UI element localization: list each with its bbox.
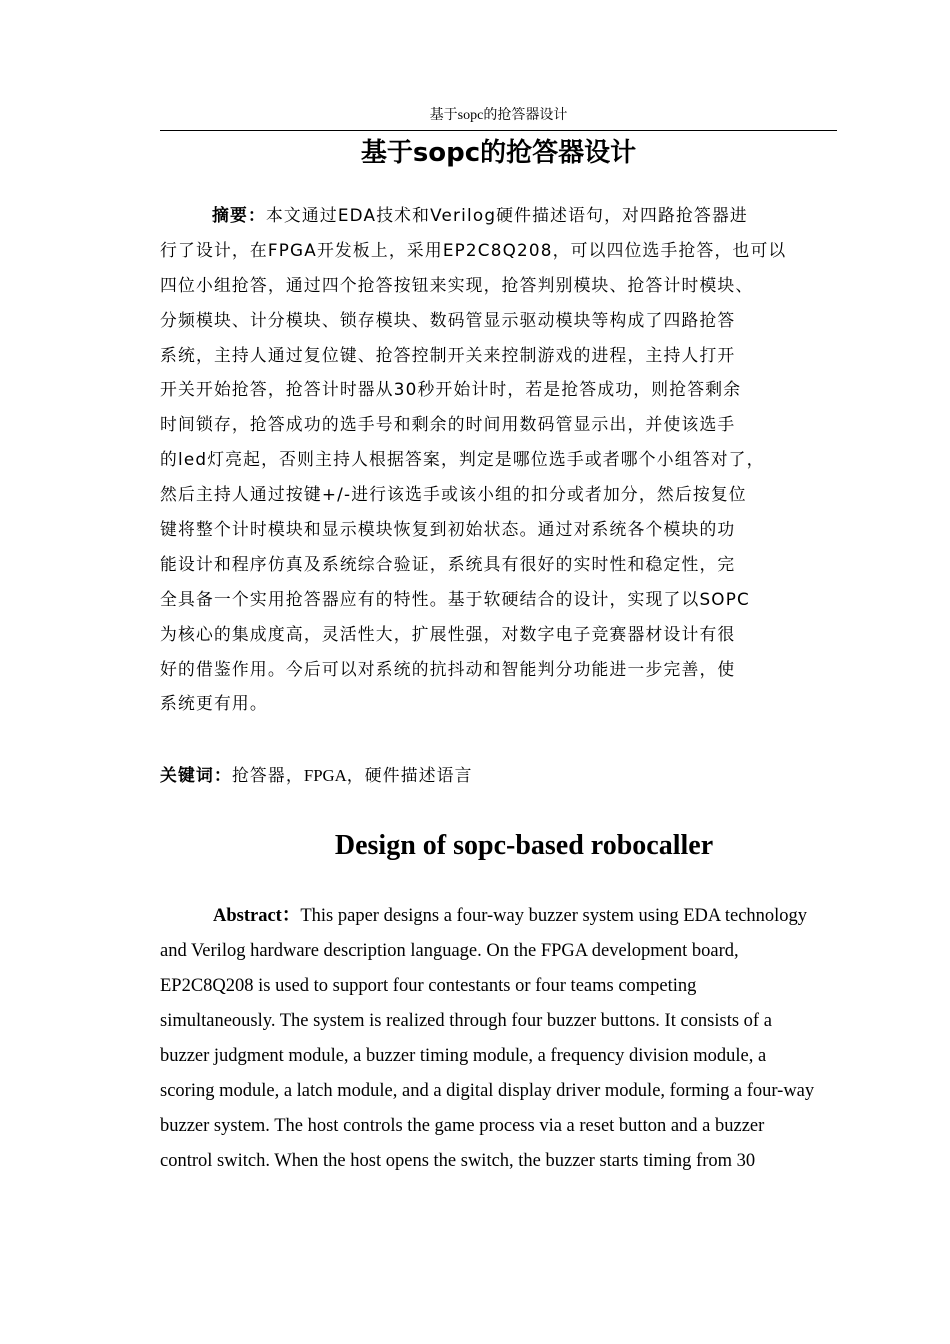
- chinese-abstract: [160, 198, 850, 721]
- abstract-line: control switch. When the host opens the switch, the buzzer starts timing from 30: [160, 1151, 756, 1171]
- abstract-label-en: Abstract：: [213, 906, 301, 926]
- chinese-keywords: [160, 758, 840, 793]
- header-rule: [160, 130, 837, 131]
- abstract-line-text: 本文通过EDA技术和Verilog硬件描述语句，对四路抢答器进: [265, 205, 748, 225]
- abstract-line-text: This paper designs a four-way buzzer system using EDA technology: [300, 906, 808, 926]
- abstract-line: 为核心的集成度高，灵活性大，扩展性强，对数字电子竞赛器材设计有很: [160, 623, 736, 644]
- abstract-line: 全具备一个实用抢答器应有的特性。基于软硬结合的设计，实现了以SOPC: [160, 588, 750, 609]
- abstract-line: 行了设计，在FPGA开发板上，采用EP2C8Q208，可以四位选手抢答，也可以: [160, 239, 787, 260]
- english-abstract: [160, 899, 850, 1179]
- english-title: Design of sopc-based robocaller: [334, 830, 714, 861]
- abstract-line: buzzer system. The host controls the game process via a reset button and a buzzer: [160, 1116, 765, 1136]
- abstract-line: buzzer judgment module, a buzzer timing module, a frequency division module, a: [160, 1046, 767, 1066]
- abstract-line: 能设计和程序仿真及系统综合验证，系统具有很好的实时性和稳定性，完: [160, 553, 736, 574]
- abstract-line: 开关开始抢答，抢答计时器从30秒开始计时，若是抢答成功，则抢答剩余: [160, 379, 742, 400]
- keywords-label: 关键词：: [160, 765, 232, 785]
- keyword-text: FPGA: [303, 766, 347, 785]
- abstract-line: 四位小组抢答，通过四个抢答按钮来实现，抢答判别模块、抢答计时模块、: [160, 274, 754, 295]
- chinese-title: 基于sopc的抢答器设计: [360, 138, 637, 168]
- abstract-line: simultaneously. The system is realized through four buzzer buttons. It consists of a: [160, 1011, 772, 1031]
- abstract-line: 分频模块、计分模块、锁存模块、数码管显示驱动模块等构成了四路抢答: [160, 309, 736, 330]
- abstract-line: 然后主持人通过按键+/-进行该选手或该小组的扣分或者加分，然后按复位: [160, 484, 747, 505]
- abstract-line: 系统更有用。: [160, 693, 268, 714]
- abstract-line: 键将整个计时模块和显示模块恢复到初始状态。通过对系统各个模块的功: [160, 519, 736, 540]
- abstract-line: EP2C8Q208 is used to support four contestants or four teams competing: [160, 976, 697, 996]
- abstract-line: 系统，主持人通过复位键、抢答控制开关来控制游戏的进程，主持人打开: [160, 344, 736, 365]
- running-header: 基于sopc的抢答器设计: [429, 108, 568, 123]
- abstract-line: scoring module, a latch module, and a digital display driver module, forming a four-way: [160, 1081, 815, 1101]
- abstract-label-cn: 摘要：: [212, 205, 266, 225]
- abstract-line: 好的借鉴作用。今后可以对系统的抗抖动和智能判分功能进一步完善，使: [160, 658, 736, 679]
- abstract-line: [160, 899, 850, 934]
- abstract-line: 时间锁存，抢答成功的选手号和剩余的时间用数码管显示出，并使该选手: [160, 414, 736, 435]
- keyword-text: ，硬件描述语言: [346, 765, 473, 785]
- abstract-line: 的led灯亮起，否则主持人根据答案，判定是哪位选手或者哪个小组答对了，: [160, 449, 765, 470]
- abstract-line: and Verilog hardware description language. On the FPGA development board,: [160, 941, 739, 961]
- abstract-line: [160, 198, 850, 233]
- keyword-text: 抢答器，: [231, 765, 304, 785]
